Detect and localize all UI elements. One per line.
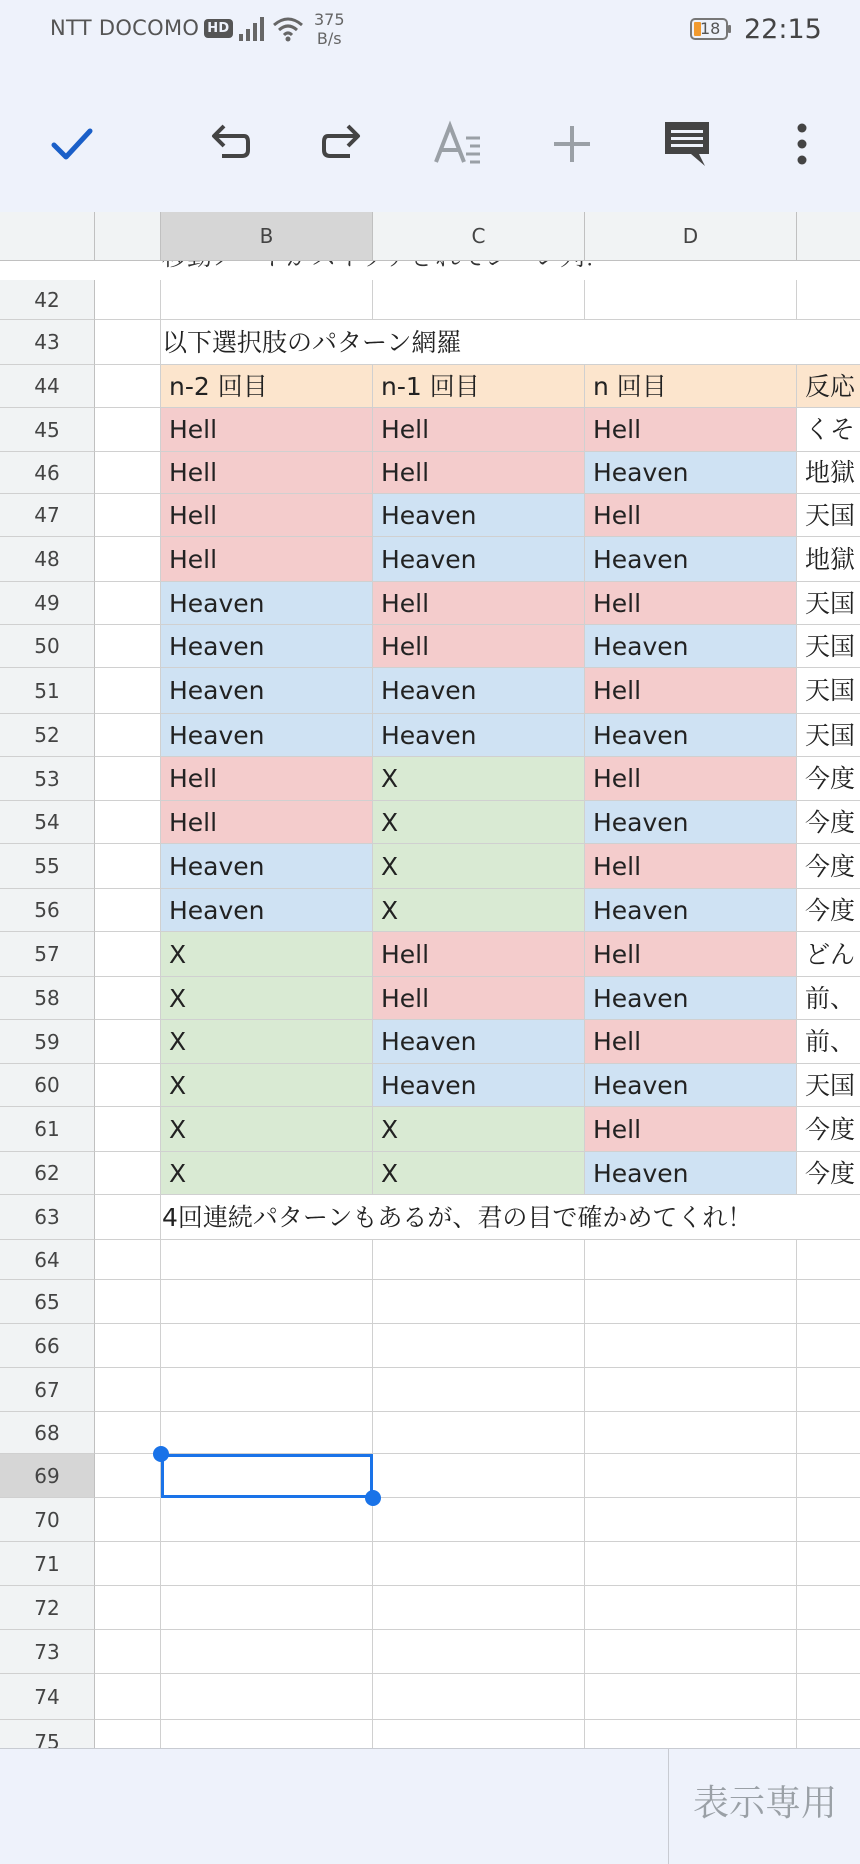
row-header[interactable]: 68 (0, 1412, 95, 1454)
column-header-c[interactable]: C (373, 212, 585, 260)
table-cell[interactable]: Hell (373, 452, 585, 494)
table-cell[interactable] (95, 1195, 161, 1240)
table-cell[interactable]: Hell (161, 452, 373, 494)
table-cell[interactable] (585, 1630, 797, 1674)
row-header[interactable]: 69 (0, 1454, 95, 1498)
undo-button[interactable] (198, 112, 262, 176)
column-header-a[interactable] (95, 212, 161, 260)
row-header[interactable]: 50 (0, 625, 95, 668)
row-header[interactable]: 49 (0, 582, 95, 625)
more-options-button[interactable] (770, 112, 834, 176)
table-cell[interactable]: 今度 (797, 1107, 860, 1152)
table-cell[interactable]: Heaven (585, 889, 797, 932)
table-cell[interactable]: Heaven (373, 1064, 585, 1107)
row-header[interactable]: 72 (0, 1586, 95, 1630)
spreadsheet-grid[interactable] (0, 212, 860, 1748)
table-cell[interactable] (95, 1240, 161, 1280)
table-cell[interactable]: X (161, 932, 373, 977)
row-header[interactable]: 47 (0, 494, 95, 537)
carrier (50, 16, 233, 40)
column-header-bar (0, 212, 860, 261)
table-cell[interactable]: Heaven (161, 625, 373, 668)
row-header[interactable]: 60 (0, 1064, 95, 1107)
table-cell[interactable]: Hell (161, 537, 373, 582)
table-cell[interactable] (373, 280, 585, 320)
row-header[interactable]: 71 (0, 1542, 95, 1586)
table-cell[interactable] (95, 1586, 161, 1630)
table-cell[interactable]: Hell (373, 932, 585, 977)
table-cell[interactable]: 天国 (797, 582, 860, 625)
table-cell[interactable]: Heaven (373, 494, 585, 537)
column-header-d[interactable]: D (585, 212, 797, 260)
table-cell[interactable] (95, 1020, 161, 1064)
table-cell[interactable]: Heaven (585, 1064, 797, 1107)
table-cell[interactable] (585, 1280, 797, 1324)
row-note-text: 以下選択肢のパターン網羅 (162, 328, 462, 357)
row-header[interactable]: 42 (0, 280, 95, 320)
status-bar (0, 0, 860, 62)
row-header[interactable]: 58 (0, 977, 95, 1020)
row-header[interactable]: 62 (0, 1152, 95, 1195)
table-cell[interactable] (373, 1498, 585, 1542)
table-cell[interactable] (373, 1586, 585, 1630)
table-cell[interactable] (95, 1720, 161, 1748)
table-cell[interactable]: Heaven (585, 1152, 797, 1195)
table-cell[interactable] (373, 1630, 585, 1674)
table-cell[interactable] (797, 1368, 860, 1412)
table-cell[interactable] (95, 537, 161, 582)
table-cell[interactable]: X (161, 1152, 373, 1195)
row-header[interactable]: 56 (0, 889, 95, 932)
row-header[interactable]: 55 (0, 844, 95, 889)
more-icon (792, 120, 812, 168)
table-cell[interactable] (797, 1586, 860, 1630)
table-cell[interactable] (95, 932, 161, 977)
table-cell[interactable]: Heaven (161, 844, 373, 889)
selection-handle-bottom-right[interactable] (365, 1490, 381, 1506)
table-cell[interactable]: Heaven (585, 452, 797, 494)
table-cell[interactable] (161, 1368, 373, 1412)
table-cell[interactable]: Heaven (585, 714, 797, 757)
table-cell[interactable] (161, 1498, 373, 1542)
table-cell[interactable] (585, 1498, 797, 1542)
table-cell[interactable]: X (373, 889, 585, 932)
table-cell[interactable]: Heaven (373, 537, 585, 582)
table-cell[interactable] (95, 668, 161, 714)
table-cell[interactable] (161, 1720, 373, 1748)
table-cell[interactable] (373, 1412, 585, 1454)
table-cell[interactable] (585, 1586, 797, 1630)
table-cell[interactable]: Hell (585, 1107, 797, 1152)
insert-icon (548, 120, 596, 168)
table-cell[interactable] (161, 1542, 373, 1586)
table-cell[interactable]: Heaven (161, 714, 373, 757)
table-cell[interactable]: Hell (585, 1020, 797, 1064)
table-cell[interactable]: Heaven (373, 1020, 585, 1064)
table-cell[interactable] (797, 280, 860, 320)
table-cell[interactable] (95, 1280, 161, 1324)
table-cell[interactable]: n-2 回目 (161, 365, 373, 408)
corner-cell[interactable] (0, 212, 95, 260)
table-cell[interactable]: 地獄 (797, 452, 860, 494)
table-cell[interactable]: 天国 (797, 494, 860, 537)
row-header[interactable]: 52 (0, 714, 95, 757)
table-cell[interactable] (797, 1240, 860, 1280)
table-cell[interactable]: 天国 (797, 668, 860, 714)
redo-button[interactable] (310, 112, 374, 176)
row-header[interactable]: 64 (0, 1240, 95, 1280)
table-cell[interactable] (373, 1454, 585, 1498)
table-cell[interactable] (797, 1498, 860, 1542)
row-header[interactable]: 51 (0, 668, 95, 714)
table-cell[interactable] (95, 1454, 161, 1498)
table-cell[interactable]: Hell (373, 625, 585, 668)
table-cell[interactable] (797, 1720, 860, 1748)
table-cell[interactable]: 天国 (797, 714, 860, 757)
row-header[interactable]: 63 (0, 1195, 95, 1240)
table-cell[interactable] (161, 280, 373, 320)
row-header[interactable]: 59 (0, 1020, 95, 1064)
table-cell[interactable] (797, 1280, 860, 1324)
table-cell[interactable] (95, 1107, 161, 1152)
table-cell[interactable] (95, 408, 161, 452)
table-cell[interactable]: Heaven (585, 801, 797, 844)
table-cell[interactable] (585, 1674, 797, 1720)
table-cell[interactable] (585, 320, 797, 365)
row-header[interactable]: 65 (0, 1280, 95, 1324)
row-header[interactable]: 70 (0, 1498, 95, 1542)
check-icon (48, 120, 96, 168)
editing-toolbar (0, 62, 860, 212)
text-format-icon (432, 120, 484, 168)
table-cell[interactable]: X (373, 801, 585, 844)
row-header[interactable]: 75 (0, 1720, 95, 1748)
undo-icon (206, 120, 254, 168)
table-cell[interactable]: 今度 (797, 889, 860, 932)
row-header[interactable]: 74 (0, 1674, 95, 1720)
table-cell[interactable]: Hell (161, 408, 373, 452)
table-cell[interactable]: n 回目 (585, 365, 797, 408)
table-cell[interactable] (797, 1195, 860, 1240)
network-speed (314, 10, 345, 48)
table-cell[interactable] (585, 280, 797, 320)
table-cell[interactable] (373, 1324, 585, 1368)
table-cell[interactable] (95, 582, 161, 625)
table-cell[interactable]: Hell (585, 408, 797, 452)
table-cell[interactable] (161, 1324, 373, 1368)
table-cell[interactable] (797, 320, 860, 365)
table-cell[interactable] (95, 1630, 161, 1674)
table-cell[interactable] (95, 1152, 161, 1195)
table-cell[interactable] (95, 452, 161, 494)
table-cell[interactable] (95, 625, 161, 668)
table-cell[interactable]: 天国 (797, 625, 860, 668)
table-cell[interactable]: Hell (585, 844, 797, 889)
row-header[interactable]: 73 (0, 1630, 95, 1674)
table-cell[interactable] (373, 1240, 585, 1280)
bottom-bar (0, 1748, 860, 1864)
column-header-b[interactable]: B (161, 212, 373, 260)
table-cell[interactable] (373, 1280, 585, 1324)
table-cell[interactable] (95, 365, 161, 408)
table-cell[interactable]: Heaven (161, 582, 373, 625)
table-cell[interactable] (95, 844, 161, 889)
table-cell[interactable] (161, 1630, 373, 1674)
text-format-button[interactable] (426, 112, 490, 176)
row-header[interactable]: 43 (0, 320, 95, 365)
table-cell[interactable]: 前、 (797, 977, 860, 1020)
table-cell[interactable]: X (373, 1152, 585, 1195)
done-button[interactable] (40, 112, 104, 176)
row-header[interactable]: 54 (0, 801, 95, 844)
table-cell[interactable]: Hell (585, 668, 797, 714)
table-cell[interactable] (95, 1064, 161, 1107)
table-cell[interactable]: Hell (585, 582, 797, 625)
table-cell[interactable] (95, 889, 161, 932)
table-cell[interactable] (797, 1412, 860, 1454)
table-cell[interactable] (585, 1412, 797, 1454)
table-cell[interactable]: 天国 (797, 1064, 860, 1107)
row-header[interactable]: 57 (0, 932, 95, 977)
table-cell[interactable] (797, 1542, 860, 1586)
table-cell[interactable]: 今度 (797, 757, 860, 801)
table-cell[interactable]: Hell (373, 408, 585, 452)
row-header[interactable]: 67 (0, 1368, 95, 1412)
table-cell[interactable]: Hell (373, 582, 585, 625)
table-cell[interactable] (585, 1324, 797, 1368)
table-cell[interactable]: X (161, 1020, 373, 1064)
table-cell[interactable]: Heaven (161, 889, 373, 932)
table-cell[interactable] (95, 714, 161, 757)
table-cell[interactable]: 今度 (797, 1152, 860, 1195)
table-cell[interactable]: くそ (797, 408, 860, 452)
table-cell[interactable] (95, 1542, 161, 1586)
row-header[interactable]: 45 (0, 408, 95, 452)
table-cell[interactable] (585, 1368, 797, 1412)
table-cell[interactable] (373, 1720, 585, 1748)
table-cell[interactable]: Hell (585, 757, 797, 801)
signal-icon (238, 16, 266, 42)
table-cell[interactable]: Hell (585, 932, 797, 977)
table-cell[interactable]: Heaven (585, 625, 797, 668)
table-cell[interactable]: X (373, 757, 585, 801)
column-header-e[interactable] (797, 212, 860, 260)
table-cell[interactable] (797, 1324, 860, 1368)
table-cell[interactable] (585, 1720, 797, 1748)
table-cell[interactable] (161, 1586, 373, 1630)
table-cell[interactable] (95, 1324, 161, 1368)
table-cell[interactable]: X (161, 1107, 373, 1152)
table-cell[interactable] (95, 1368, 161, 1412)
table-cell[interactable] (161, 1280, 373, 1324)
table-cell[interactable] (585, 1240, 797, 1280)
comment-icon (661, 118, 713, 170)
net-speed-unit: B/s (316, 29, 342, 48)
row-header[interactable]: 46 (0, 452, 95, 494)
table-cell[interactable] (95, 320, 161, 365)
table-cell[interactable] (161, 1412, 373, 1454)
hd-badge: HD (204, 19, 232, 38)
table-cell[interactable]: Hell (161, 757, 373, 801)
table-cell[interactable]: Hell (161, 801, 373, 844)
table-cell[interactable]: Heaven (585, 977, 797, 1020)
battery-icon (690, 18, 732, 40)
clock: 22:15 (744, 14, 822, 45)
table-cell[interactable] (95, 280, 161, 320)
wifi-icon (272, 16, 304, 42)
table-cell[interactable]: どん (797, 932, 860, 977)
table-cell[interactable] (797, 1454, 860, 1498)
table-cell[interactable] (161, 1674, 373, 1720)
table-cell[interactable] (373, 1368, 585, 1412)
carrier-name: NTT DOCOMO (50, 16, 200, 40)
table-cell[interactable] (373, 1542, 585, 1586)
table-cell[interactable] (585, 1542, 797, 1586)
comment-button[interactable] (655, 112, 719, 176)
table-cell[interactable]: Heaven (373, 668, 585, 714)
table-cell[interactable] (585, 1454, 797, 1498)
table-cell[interactable]: X (161, 1064, 373, 1107)
table-cell[interactable] (95, 977, 161, 1020)
net-speed-value: 375 (314, 10, 345, 29)
table-cell[interactable]: X (373, 844, 585, 889)
table-cell[interactable] (95, 757, 161, 801)
row-header[interactable]: 44 (0, 365, 95, 408)
table-cell[interactable] (161, 1454, 373, 1498)
redo-icon (318, 120, 366, 168)
row-header[interactable]: 53 (0, 757, 95, 801)
table-cell[interactable]: n-1 回目 (373, 365, 585, 408)
row-header[interactable]: 61 (0, 1107, 95, 1152)
table-cell[interactable] (161, 1240, 373, 1280)
table-cell[interactable] (95, 1498, 161, 1542)
row-header[interactable]: 66 (0, 1324, 95, 1368)
table-cell[interactable]: 反応 (797, 365, 860, 408)
row-header[interactable]: 48 (0, 537, 95, 582)
table-cell[interactable]: X (161, 977, 373, 1020)
table-cell[interactable]: Hell (585, 494, 797, 537)
table-cell[interactable]: Heaven (373, 714, 585, 757)
table-cell[interactable]: 前、 (797, 1020, 860, 1064)
table-cell[interactable] (95, 801, 161, 844)
table-cell[interactable]: Heaven (161, 668, 373, 714)
table-cell[interactable] (95, 1412, 161, 1454)
table-cell[interactable]: Hell (161, 494, 373, 537)
table-cell[interactable] (797, 1674, 860, 1720)
table-cell[interactable]: Hell (373, 977, 585, 1020)
selection-handle-top-left[interactable] (153, 1446, 169, 1462)
table-cell[interactable] (373, 1674, 585, 1720)
battery-level: 18 (700, 19, 721, 38)
table-cell[interactable]: 地獄 (797, 537, 860, 582)
table-cell[interactable]: X (373, 1107, 585, 1152)
insert-button[interactable] (540, 112, 604, 176)
table-cell[interactable]: 今度 (797, 844, 860, 889)
table-cell[interactable] (95, 1674, 161, 1720)
table-cell[interactable]: Heaven (585, 537, 797, 582)
table-cell[interactable]: 今度 (797, 801, 860, 844)
table-cell[interactable] (797, 1630, 860, 1674)
view-only-label[interactable]: 表示専用 (668, 1749, 860, 1864)
table-cell[interactable] (95, 494, 161, 537)
row-note-text: 4回連続パターンもあるが、君の目で確かめてくれ！ (162, 1203, 753, 1232)
